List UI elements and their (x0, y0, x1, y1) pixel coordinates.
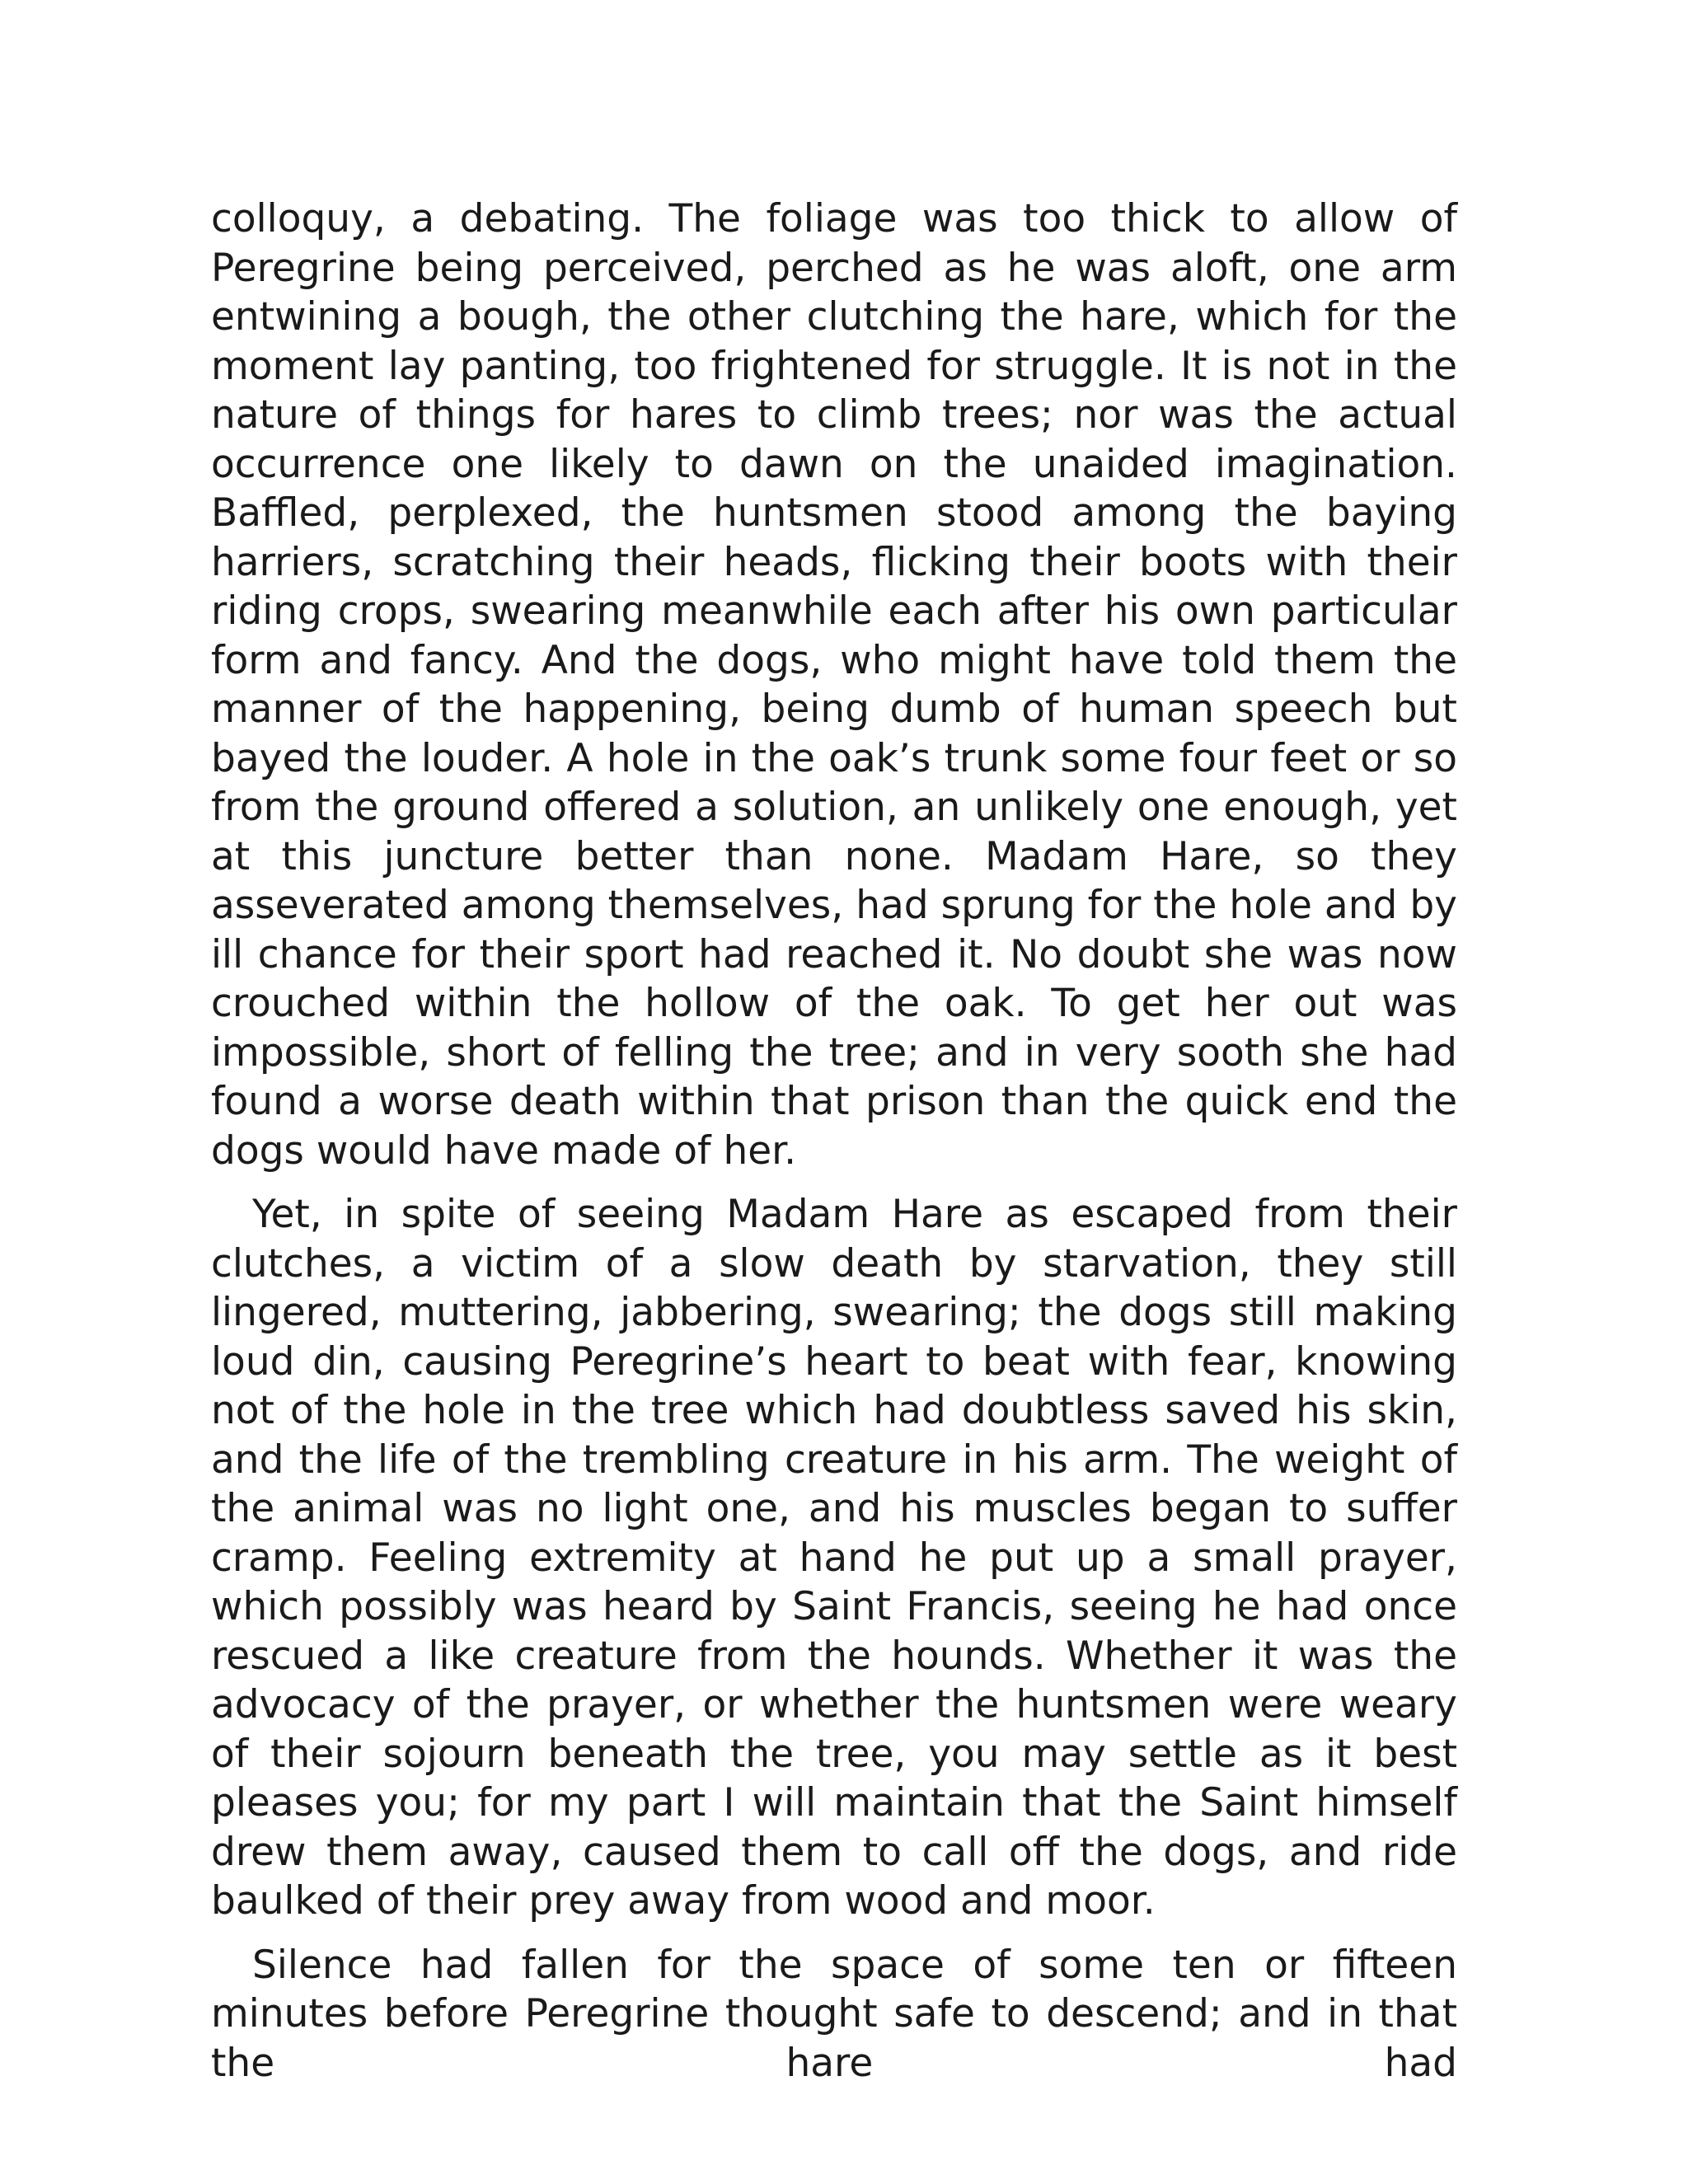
paragraph: Yet, in spite of seeing Madam Hare as escaped from their clutches, a victim of a slow death by starvation, they still lingered, muttering, jabbering, swearing; the dogs still making loud din, causing Peregrine’s heart to beat with fear, knowing not of the hole in the tree which had doubtless saved his skin, and the life of the trembling creature in his arm. The weight of the animal was no light one, and his muscles began to suffer cramp. Feeling extremity at hand he put up a small prayer, which possibly was heard by Saint Francis, seeing he had once rescued a like creature from the hounds. Whether it was the advocacy of the prayer, or whether the huntsmen were weary of their sojourn beneath the tree, you may settle as it best pleases you; for my part I will maintain that the Saint himself drew them away, caused them to call off the dogs, and ride baulked of their prey away from wood and moor. (211, 1192, 1457, 1924)
paragraph-continued: colloquy, a debating. The foliage was too thick to allow of Peregrine being perceived, perched as he was aloft, one arm entwining a bough, the other clutching the hare, which for the moment lay panting, too frightened for struggle. It is not in the nature of things for hares to climb trees; nor was the actual occurrence one likely to dawn on the unaided imagination. Baffled, perplexed, the huntsmen stood among the baying harriers, scratching their heads, flicking their boots with their riding crops, swearing meanwhile each after his own particular form and fancy. And the dogs, who might have told them the manner of the happening, being dumb of human speech but bayed the louder. A hole in the oak’s trunk some four feet or so from the ground offered a solution, an unlikely one enough, yet at this juncture better than none. Madam Hare, so they asseverated among themselves, had sprung for the hole and by ill chance for their sport had reached it. No doubt she was now crouched within the hollow of the oak. To get her out was impossible, short of felling the tree; and in very sooth she had found a worse death within that prison than the quick end the dogs would have made of her. (211, 196, 1457, 1174)
paragraph: Silence had fallen for the space of some ten or fifteen minutes before Peregrine thought safe to descend; and in that the hare had (211, 1942, 1457, 2086)
page-body (211, 194, 1457, 2088)
